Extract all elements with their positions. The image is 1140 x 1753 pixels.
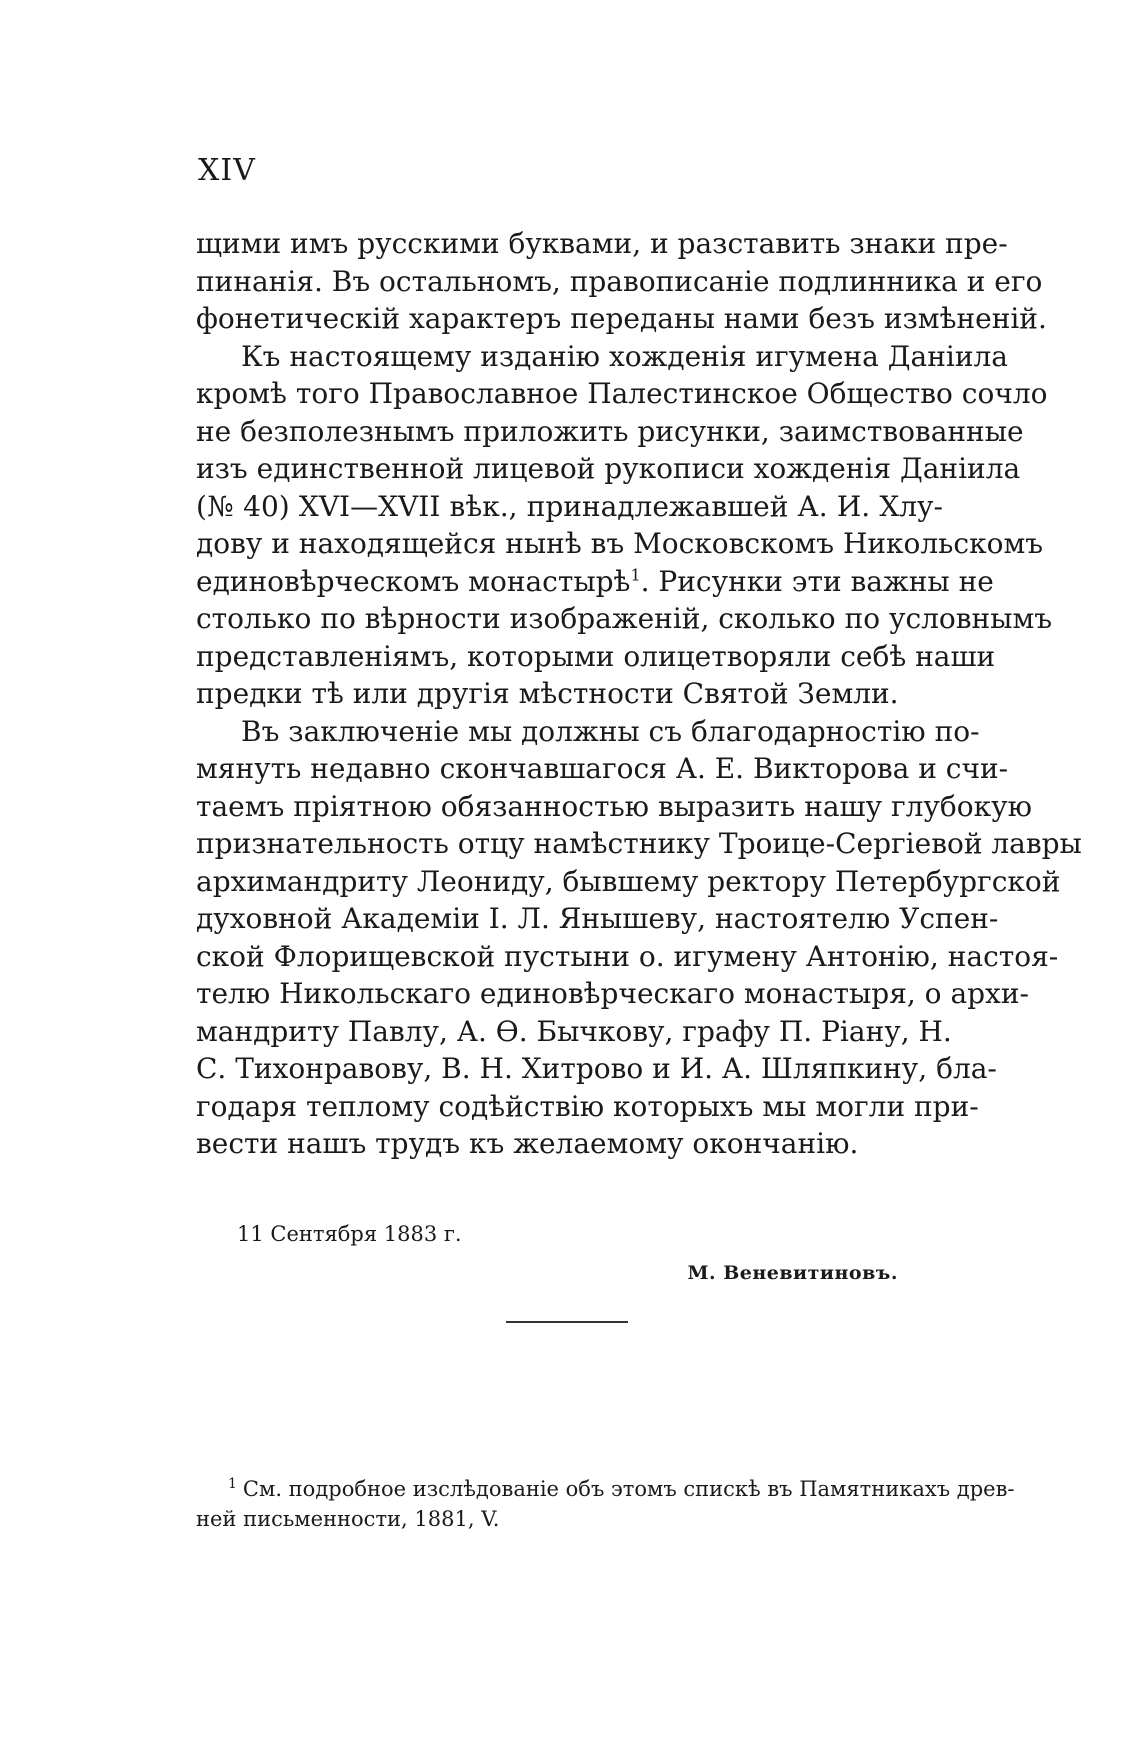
text-line: представленіямъ, которыми олицетворяли себѣ наши [196, 639, 996, 673]
text-line: Къ настоящему изданію хожденія игумена Даніила [241, 339, 1008, 373]
date: 11 Сентября 1883 г. [237, 1222, 462, 1246]
text-line: архимандриту Леониду, бывшему ректору Петербургской [196, 864, 1061, 898]
footnote-reference[interactable]: 1 [630, 565, 641, 585]
footnote-mark: 1 [228, 1476, 237, 1492]
text-line: пинанія. Въ остальномъ, правописаніе подлинника и его [196, 264, 1043, 298]
text-line: годаря теплому содѣйствію которыхъ мы могли при- [196, 1089, 979, 1123]
text-segment: . Рисунки эти важны не [640, 564, 994, 598]
signature: М. Веневитиновъ. [687, 1262, 898, 1284]
separator-rule [506, 1321, 628, 1323]
text-line: С. Тихонравову, В. Н. Хитрово и И. А. Шляпкину, бла- [196, 1052, 997, 1085]
text-line: духовной Академіи І. Л. Янышеву, настоятелю Успен- [196, 902, 999, 935]
paragraph-1 [196, 225, 1047, 338]
page-number: XIV [198, 153, 256, 188]
text-line: столько по вѣрности изображеній, сколько по условнымъ [196, 602, 1053, 635]
footnote [196, 1474, 1015, 1534]
text-line: мянуть недавно скончавшагося А. Е. Викторова и счи- [196, 752, 1009, 785]
text-line: таемъ пріятною обязанностью выразить нашу глубокую [196, 789, 1032, 823]
text-line: телю Никольскагo единовѣрческагo монастыря, о архи- [196, 977, 1029, 1010]
text-line: предки тѣ или другія мѣстности Святой Земли. [196, 677, 899, 710]
text-line-with-footnote [196, 563, 994, 601]
text-line: изъ единственной лицевой рукописи хожденія Даніила [196, 452, 1021, 485]
text-line: Въ заключеніе мы должны съ благодарностію по- [241, 714, 980, 748]
text-line: вести нашъ трудъ къ желаемому окончанію. [196, 1127, 859, 1160]
text-line: щими имъ русскими буквами, и разставить знаки пре- [196, 227, 1008, 260]
paragraph-3 [196, 713, 1082, 1163]
text-line: не безполезнымъ приложить рисунки, заимствованные [196, 414, 1024, 448]
footnote-line: ней письменности, 1881, V. [196, 1507, 500, 1531]
text-line: фонетическій характеръ переданы нами безъ измѣненій. [196, 302, 1047, 335]
paragraph-2 [196, 338, 1053, 713]
body-text [196, 225, 1082, 1163]
footnote-text: См. подробное изслѣдованіе объ этомъ спискѣ въ Памятникахъ древ- [242, 1477, 1015, 1501]
text-line: дову и находящейся нынѣ въ Московскомъ Никольскомъ [196, 527, 1044, 560]
text-segment: единовѣрческомъ монастырѣ [196, 564, 631, 598]
text-line: кромѣ того Православное Палестинское Общество сочло [196, 377, 1048, 410]
text-line: ской Флорищевской пустыни о. игумену Антонію, настоя- [196, 939, 1059, 973]
footnote-line [196, 1474, 1015, 1504]
text-line: признательность отцу намѣстнику Троице-Сергіевой лавры [196, 827, 1082, 860]
text-line: мандриту Павлу, А. Ѳ. Бычкову, графу П. Ріану, Н. [196, 1014, 952, 1048]
text-line: (№ 40) XVI—XVII вѣк., принадлежавшей А. И. Хлу- [196, 489, 943, 523]
